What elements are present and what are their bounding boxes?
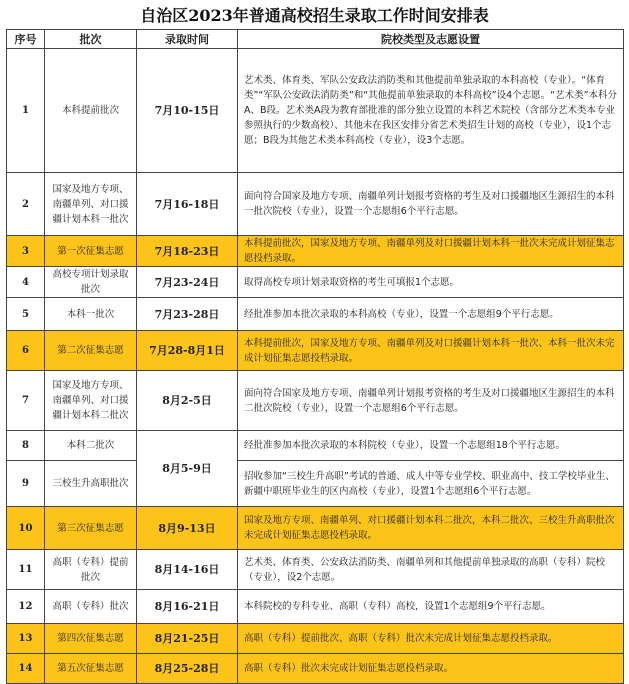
- table-row: [7, 590, 624, 624]
- row-seq: 5: [7, 298, 45, 331]
- row-batch: 本科提前批次: [45, 49, 137, 173]
- row-desc: 高职（专科）提前批次、高职（专科）批次未完成计划征集志愿投档录取。: [238, 624, 624, 654]
- row-batch: 高职（专科）提前批次: [45, 550, 137, 590]
- row-batch: 本科一批次: [45, 298, 137, 331]
- table-row: [7, 371, 624, 431]
- row-batch: 高职（专科）批次: [45, 590, 137, 624]
- table-row: [7, 267, 624, 298]
- table-row: [7, 431, 624, 461]
- row-time: 7月28-8月1日: [137, 331, 238, 371]
- row-time: 7月18-23日: [137, 236, 238, 267]
- table-row: [7, 173, 624, 236]
- row-desc: 经批准参加本批次录取的本科高校（专业），设置一个志愿组9个平行志愿。: [238, 298, 624, 331]
- row-seq: 4: [7, 267, 45, 298]
- row-desc: 本科提前批次，国家及地方专项、南疆单列及对口援疆计划本科一批次、本科一批次未完成计划征集志愿投档录取。: [238, 331, 624, 371]
- table-row: [7, 550, 624, 590]
- row-batch: 高校专项计划录取批次: [45, 267, 137, 298]
- row-seq: 12: [7, 590, 45, 624]
- row-time: 8月9-13日: [137, 507, 238, 550]
- table-row-highlighted: [7, 331, 624, 371]
- table-row-highlighted: [7, 236, 624, 267]
- table-row: [7, 461, 624, 507]
- row-time: 8月16-21日: [137, 590, 238, 624]
- header-desc: 院校类型及志愿设置: [238, 30, 624, 49]
- schedule-document: [6, 3, 623, 684]
- table-row: [7, 298, 624, 331]
- row-time: 8月14-16日: [137, 550, 238, 590]
- row-batch: 第一次征集志愿: [45, 236, 137, 267]
- table-row-highlighted: [7, 624, 624, 654]
- row-seq: 11: [7, 550, 45, 590]
- row-batch: 本科二批次: [45, 431, 137, 461]
- header-seq: 序号: [7, 30, 45, 49]
- row-seq: 1: [7, 49, 45, 173]
- row-desc: 取得高校专项计划录取资格的考生可填报1个志愿。: [238, 267, 624, 298]
- row-batch: 第四次征集志愿: [45, 624, 137, 654]
- row-desc: 高职（专科）批次未完成计划征集志愿投档录取。: [238, 654, 624, 684]
- table-row-highlighted: [7, 654, 624, 684]
- row-time: 7月23-24日: [137, 267, 238, 298]
- row-seq: 3: [7, 236, 45, 267]
- row-desc: 面向符合国家及地方专项、南疆单列计划报考资格的考生及对口援疆地区生源招生的本科二批次院校（专业），设置一个志愿组6个平行志愿。: [238, 371, 624, 431]
- row-batch: 第三次征集志愿: [45, 507, 137, 550]
- row-desc: 艺术类、体育类、公安政法消防类、南疆单列和其他提前单独录取的高职（专科）院校（专业），设2个志愿。: [238, 550, 624, 590]
- row-time: 7月23-28日: [137, 298, 238, 331]
- row-desc: 国家及地方专项、南疆单列、对口援疆计划本科二批次，本科二批次、三校生升高职批次未完成计划征集志愿投档录取。: [238, 507, 624, 550]
- table-header-row: [7, 30, 624, 49]
- schedule-table: [6, 29, 624, 684]
- row-desc: 经批准参加本批次录取的本科院校（专业），设置一个志愿组18个平行志愿。: [238, 431, 624, 461]
- row-batch: 国家及地方专项、南疆单列、对口援疆计划本科一批次: [45, 173, 137, 236]
- table-row-highlighted: [7, 507, 624, 550]
- table-row: [7, 49, 624, 173]
- row-seq: 2: [7, 173, 45, 236]
- row-time: 7月16-18日: [137, 173, 238, 236]
- header-time: 录取时间: [137, 30, 238, 49]
- row-seq: 13: [7, 624, 45, 654]
- row-seq: 9: [7, 461, 45, 507]
- row-seq: 8: [7, 431, 45, 461]
- row-batch: 第二次征集志愿: [45, 331, 137, 371]
- row-desc: 本科院校的专科专业、高职（专科）高校，设置1个志愿组9个平行志愿。: [238, 590, 624, 624]
- row-time: 8月2-5日: [137, 371, 238, 431]
- row-seq: 7: [7, 371, 45, 431]
- header-batch: 批次: [45, 30, 137, 49]
- row-desc: 艺术类、体育类、军队公安政法消防类和其他提前单独录取的本科高校（专业）。“体育类”“军队公安政法消防类”和“其他提前单独录取的本科高校”设4个志愿。“艺术类”本科分A、B段。艺术类A段为教育部批准的部分独立设置的本科艺术院校（含部分艺术类本专业参照执行的少数高校）、其他未在我区安排分省艺术类招生计划的高校（专业），设1个志愿；B段为其他艺术类本科高校（专业），设3个志愿。: [238, 49, 624, 173]
- row-batch: 国家及地方专项、南疆单列、对口援疆计划本科二批次: [45, 371, 137, 431]
- row-batch: 三校生升高职批次: [45, 461, 137, 507]
- row-time: 7月10-15日: [137, 49, 238, 173]
- row-time: 8月21-25日: [137, 624, 238, 654]
- row-seq: 10: [7, 507, 45, 550]
- row-desc: 招收参加“三校生升高职”考试的普通、成人中等专业学校、职业高中、技工学校毕业生、新疆中职班毕业生的区内高校（专业），设置1个志愿组6个平行志愿。: [238, 461, 624, 507]
- row-desc: 面向符合国家及地方专项、南疆单列计划报考资格的考生及对口援疆地区生源招生的本科一批次院校（专业），设置一个志愿组6个平行志愿。: [238, 173, 624, 236]
- row-desc: 本科提前批次，国家及地方专项、南疆单列及对口援疆计划本科一批次未完成计划征集志愿投档录取。: [238, 236, 624, 267]
- document-title: 自治区2023年普通高校招生录取工作时间安排表: [140, 6, 489, 25]
- row-time-merged: 8月5-9日: [137, 431, 238, 507]
- row-seq: 14: [7, 654, 45, 684]
- row-seq: 6: [7, 331, 45, 371]
- row-batch: 第五次征集志愿: [45, 654, 137, 684]
- row-time: 8月25-28日: [137, 654, 238, 684]
